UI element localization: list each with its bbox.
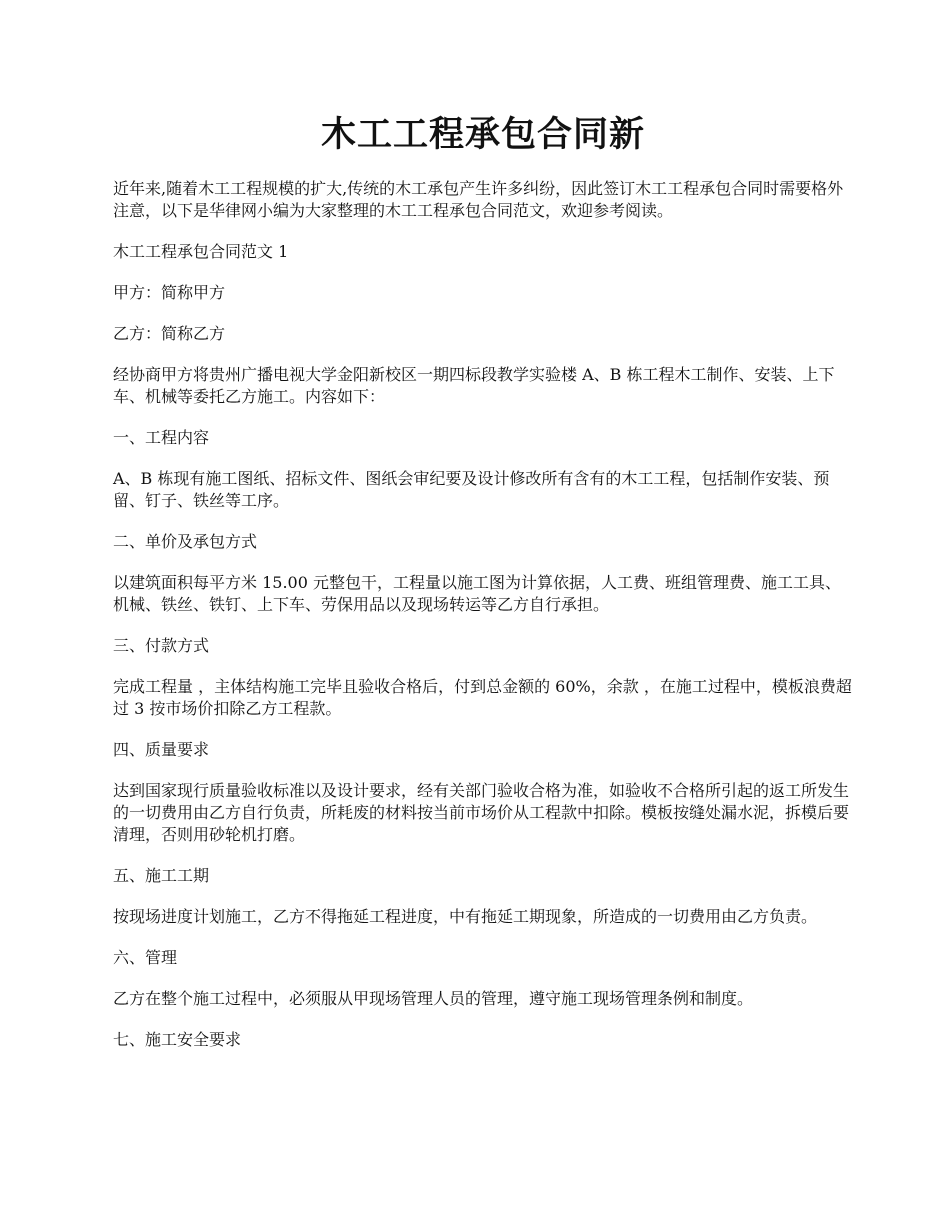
clause-heading-7: 七、施工安全要求 bbox=[113, 1030, 242, 1049]
clause-body-5: 按现场进度计划施工，乙方不得拖延工程进度，中有拖延工期现象，所造成的一切费用由乙方负责。 bbox=[113, 907, 818, 926]
clause-heading-2: 二、单价及承包方式 bbox=[113, 532, 258, 551]
document-page bbox=[113, 110, 853, 1070]
clause-heading-4: 四、质量要求 bbox=[113, 740, 210, 759]
clause-body-4: 达到国家现行质量验收标准以及设计要求，经有关部门验收合格为准，如验收不合格所引起的返工所发生的一切费用由乙方自行负责，所耗废的材料按当前市场价从工程款中扣除。模板按缝处漏水泥，拆模后要清理，否则用砂轮机打磨。 bbox=[113, 781, 850, 844]
clause-body-1: A、B 栋现有施工图纸、招标文件、图纸会审纪要及设计修改所有含有的木工工程，包括制作安装、预留、钉子、铁丝等工序。 bbox=[113, 469, 830, 510]
clause-body-2: 以建筑面积每平方米 15.00 元整包干，工程量以施工图为计算依据，人工费、班组管理费、施工工具、机械、铁丝、铁钉、上下车、劳保用品以及现场转运等乙方自行承担。 bbox=[113, 573, 841, 614]
document-title: 木工工程承包合同新 bbox=[320, 114, 645, 155]
party-a: 甲方：简称甲方 bbox=[113, 283, 226, 302]
intro-paragraph: 近年来,随着木工工程规模的扩大,传统的木工承包产生许多纠纷，因此签订木工工程承包合同时需要格外注意，以下是华律网小编为大家整理的木工工程承包合同范文，欢迎参考阅读。 bbox=[113, 179, 844, 220]
clause-heading-3: 三、付款方式 bbox=[113, 636, 210, 655]
clause-body-6: 乙方在整个施工过程中，必须服从甲现场管理人员的管理，遵守施工现场管理条例和制度。 bbox=[113, 989, 754, 1008]
party-b: 乙方：简称乙方 bbox=[113, 324, 226, 343]
agreement-paragraph: 经协商甲方将贵州广播电视大学金阳新校区一期四标段教学实验楼 A、B 栋工程木工制作、安装、上下车、机械等委托乙方施工。内容如下： bbox=[113, 365, 835, 406]
clause-heading-1: 一、工程内容 bbox=[113, 428, 210, 447]
clause-heading-6: 六、管理 bbox=[113, 948, 178, 967]
section-heading: 木工工程承包合同范文 1 bbox=[113, 242, 289, 261]
clause-body-3: 完成工程量 ，主体结构施工完毕且验收合格后，付到总金额的 60%，余款 ，在施工过程中，模板浪费超过 3 按市场价扣除乙方工程款。 bbox=[113, 677, 852, 718]
clause-heading-5: 五、施工工期 bbox=[113, 866, 210, 885]
